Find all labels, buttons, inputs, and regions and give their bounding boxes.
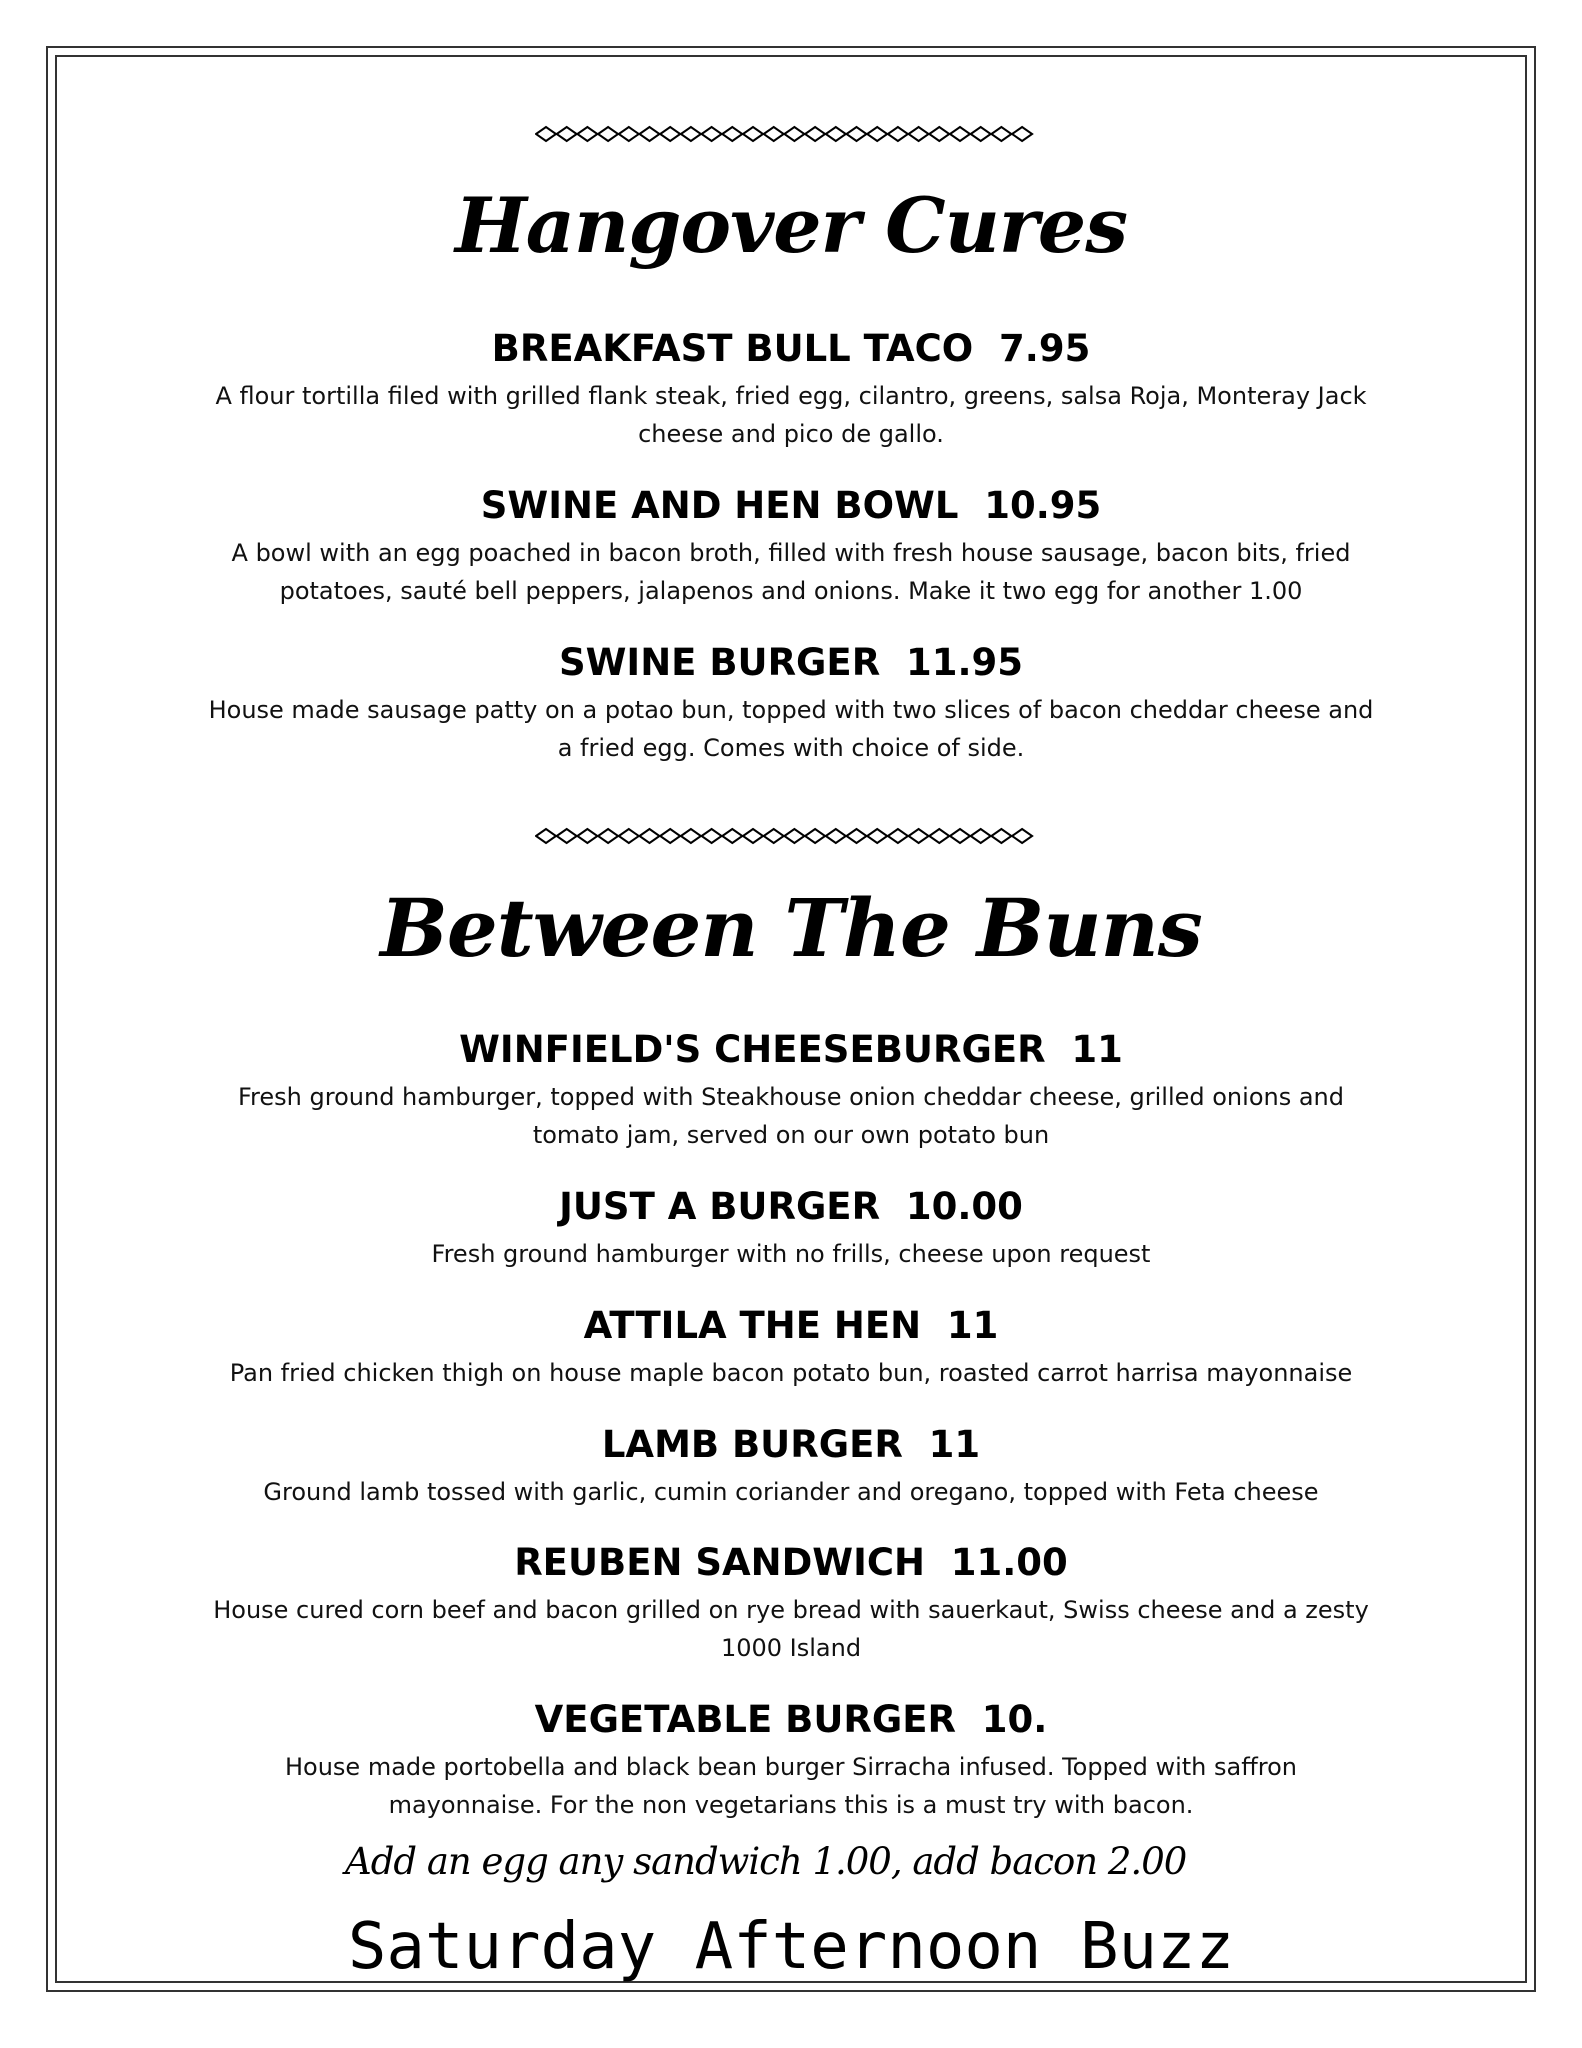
diamond-shape xyxy=(950,829,970,843)
item-name: ATTILA THE HEN 11 xyxy=(583,1304,999,1347)
diamond-shape xyxy=(660,829,680,843)
menu-item xyxy=(0,1028,1582,1154)
item-price: 11.95 xyxy=(905,641,1024,684)
diamond-shape xyxy=(971,127,991,141)
item-price: 11.00 xyxy=(950,1541,1068,1584)
diamond-shape xyxy=(867,127,887,141)
item-price: 11 xyxy=(1071,1028,1123,1071)
menu-item xyxy=(0,1541,1582,1667)
diamond-shape xyxy=(784,127,804,141)
diamond-shape xyxy=(577,829,597,843)
diamond-divider xyxy=(535,826,1045,846)
item-description: A bowl with an egg poached in bacon broth, filled with fresh house sausage, bacon bits, fried potatoes, sauté bell peppers, jalapenos and onions. Make it two egg for another 1.00 xyxy=(231,539,1351,605)
item-price: 11 xyxy=(946,1304,999,1347)
menu-item xyxy=(0,327,1582,453)
menu-item xyxy=(0,1304,1582,1392)
menu-item xyxy=(0,1185,1582,1273)
menu-item xyxy=(0,484,1582,610)
diamond-shape xyxy=(826,829,846,843)
menu-item xyxy=(0,1698,1582,1824)
item-name: REUBEN SANDWICH 11.00 xyxy=(514,1541,1068,1584)
diamond-shape xyxy=(722,829,742,843)
item-price: 10. xyxy=(981,1698,1048,1741)
diamond-shape xyxy=(722,127,742,141)
diamond-shape xyxy=(929,829,949,843)
diamond-shape xyxy=(805,829,825,843)
diamond-shape xyxy=(950,127,970,141)
addon-note: Add an egg any sandwich 1.00, add bacon 2.00 xyxy=(345,1840,1187,1883)
diamond-shape xyxy=(1012,829,1032,843)
item-name: WINFIELD'S CHEESEBURGER 11 xyxy=(459,1028,1123,1071)
diamond-shape xyxy=(702,829,722,843)
item-price: 7.95 xyxy=(999,327,1091,370)
diamond-shape xyxy=(536,829,556,843)
footer-brand: Saturday Afternoon Buzz xyxy=(347,1910,1235,1984)
diamond-shape xyxy=(847,127,867,141)
section-title-between-the-buns: Between The Buns xyxy=(380,881,1202,975)
diamond-shape xyxy=(991,829,1011,843)
item-price: 11 xyxy=(928,1423,981,1466)
diamond-shape xyxy=(640,829,660,843)
item-name: BREAKFAST BULL TACO 7.95 xyxy=(491,327,1091,370)
diamond-shape xyxy=(826,127,846,141)
diamond-shape xyxy=(888,829,908,843)
item-description: A flour tortilla filed with grilled flank steak, fried egg, cilantro, greens, salsa Roja, Monteray Jack cheese and pico de gallo. xyxy=(215,382,1367,448)
diamond-shape xyxy=(598,127,618,141)
item-description: Fresh ground hamburger, topped with Steakhouse onion cheddar cheese, grilled onions and tomato jam, served on our own potato bun xyxy=(238,1083,1344,1149)
item-name: LAMB BURGER 11 xyxy=(601,1423,981,1466)
item-description: Fresh ground hamburger with no frills, cheese upon request xyxy=(431,1240,1151,1268)
diamond-shape xyxy=(619,127,639,141)
diamond-shape xyxy=(640,127,660,141)
diamond-shape xyxy=(743,127,763,141)
item-description: House made sausage patty on a potao bun, topped with two slices of bacon cheddar cheese and a fried egg. Comes with choice of side. xyxy=(208,696,1374,762)
item-description: Ground lamb tossed with garlic, cumin coriander and oregano, topped with Feta cheese xyxy=(263,1478,1319,1506)
diamond-shape xyxy=(743,829,763,843)
diamond-shape xyxy=(847,829,867,843)
diamond-shape xyxy=(702,127,722,141)
diamond-shape xyxy=(557,829,577,843)
diamond-shape xyxy=(764,829,784,843)
item-name: VEGETABLE BURGER 10. xyxy=(534,1698,1048,1741)
diamond-shape xyxy=(681,127,701,141)
diamond-shape xyxy=(784,829,804,843)
item-name: SWINE BURGER 11.95 xyxy=(558,641,1024,684)
diamond-shape xyxy=(971,829,991,843)
diamond-shape xyxy=(991,127,1011,141)
diamond-shape xyxy=(867,829,887,843)
menu-item xyxy=(0,641,1582,767)
diamond-shape xyxy=(619,829,639,843)
diamond-shape xyxy=(577,127,597,141)
diamond-shape xyxy=(805,127,825,141)
diamond-divider xyxy=(535,124,1045,144)
diamond-shape xyxy=(660,127,680,141)
diamond-shape xyxy=(929,127,949,141)
diamond-shape xyxy=(681,829,701,843)
item-description: House made portobella and black bean burger Sirracha infused. Topped with saffron mayonnaise. For the non vegetarians this is a must try with bacon. xyxy=(284,1753,1297,1819)
diamond-shape xyxy=(536,127,556,141)
section-title-hangover-cures: Hangover Cures xyxy=(454,181,1128,270)
item-name: JUST A BURGER 10.00 xyxy=(559,1185,1023,1228)
diamond-shape xyxy=(888,127,908,141)
diamond-shape xyxy=(909,829,929,843)
diamond-shape xyxy=(557,127,577,141)
item-description: House cured corn beef and bacon grilled on rye bread with sauerkaut, Swiss cheese and a zesty 1000 Island xyxy=(213,1596,1369,1662)
diamond-shape xyxy=(764,127,784,141)
diamond-shape xyxy=(598,829,618,843)
item-price: 10.00 xyxy=(905,1185,1023,1228)
item-description: Pan fried chicken thigh on house maple bacon potato bun, roasted carrot harrisa mayonnaise xyxy=(229,1359,1353,1387)
menu-item xyxy=(0,1423,1582,1511)
diamond-shape xyxy=(1012,127,1032,141)
item-name: SWINE AND HEN BOWL 10.95 xyxy=(480,484,1102,527)
diamond-shape xyxy=(909,127,929,141)
item-price: 10.95 xyxy=(984,484,1102,527)
